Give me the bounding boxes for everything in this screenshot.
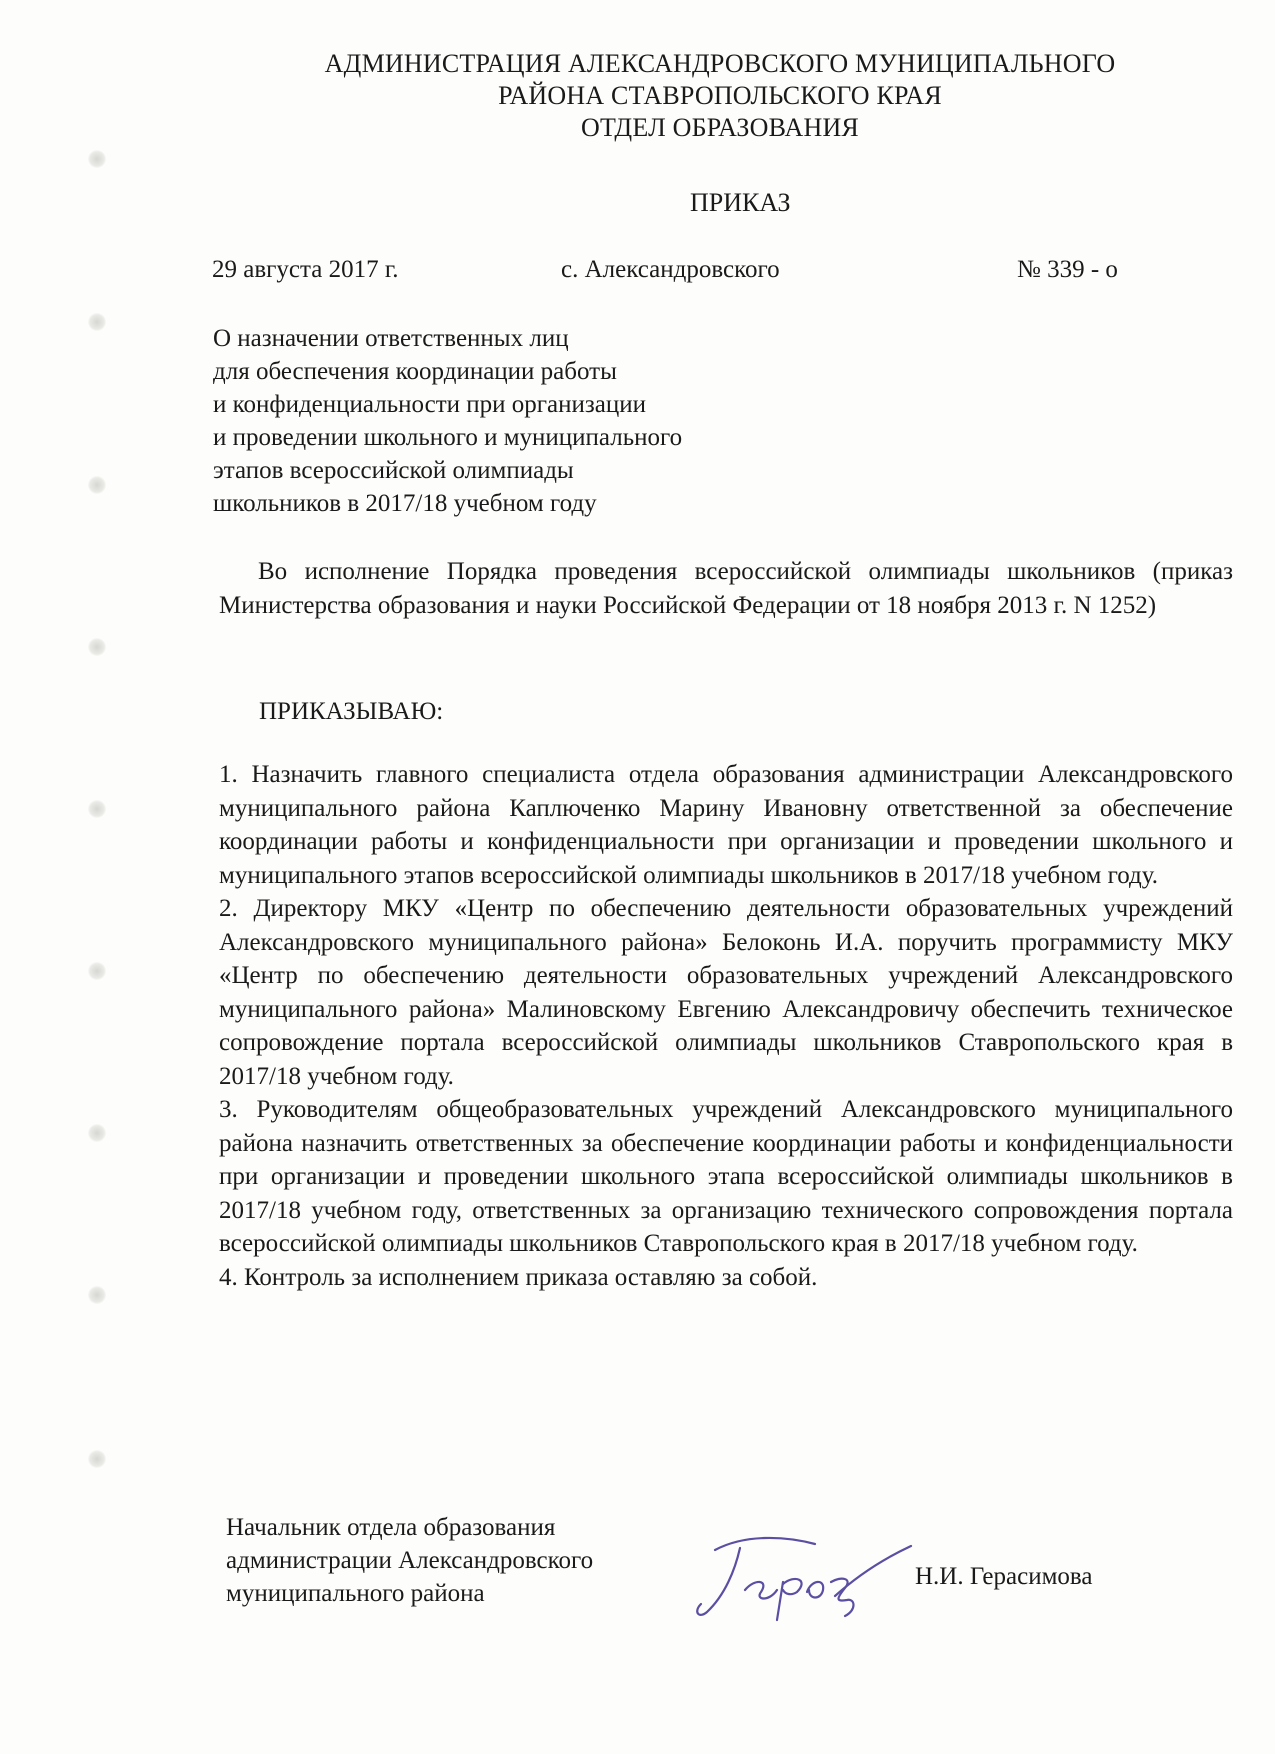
punch-hole-mark	[88, 476, 106, 494]
order-subject	[213, 322, 813, 520]
signer-name: Н.И. Герасимова	[915, 1563, 1093, 1590]
signatory-title-line: Начальник отдела образования	[226, 1514, 556, 1541]
punch-hole-mark	[88, 962, 106, 980]
punch-hole-mark	[88, 313, 106, 331]
decree-heading: ПРИКАЗЫВАЮ:	[259, 698, 444, 725]
order-item: 1. Назначить главного специалиста отдела образования администрации Александровского муниципального района Каплюченко Марину Ивановну ответственной за обеспечение координации работы и конфиденциальности при организации и проведении школьного и муниципального этапов всероссийской олимпиады школьников в 2017/18 учебном году.	[219, 761, 1233, 889]
punch-hole-mark	[88, 638, 106, 656]
header-line-2: РАЙОНА СТАВРОПОЛЬСКОГО КРАЯ	[498, 81, 942, 110]
order-date: 29 августа 2017 г.	[212, 256, 399, 283]
subject-line: и конфиденциальности при организации	[213, 391, 646, 418]
signatory-title-line: администрации Александровского	[226, 1547, 594, 1574]
subject-line: школьников в 2017/18 учебном году	[213, 490, 597, 517]
subject-line: для обеспечения координации работы	[213, 358, 617, 385]
order-place: с. Александровского	[561, 256, 780, 283]
subject-line: этапов всероссийской олимпиады	[213, 457, 574, 484]
punch-hole-mark	[88, 1286, 106, 1304]
order-number: № 339 - о	[1017, 256, 1118, 283]
organization-header	[270, 48, 1170, 144]
subject-line: О назначении ответственных лиц	[213, 325, 569, 352]
order-item: 3. Руководителям общеобразовательных учреждений Александровского муниципального района назначить ответственных за обеспечение координации работы и конфиденциальности при организации и проведении школьного этапа всероссийской олимпиады школьников в 2017/18 учебном году, ответственных за организацию технического сопровождения портала всероссийской олимпиады школьников Ставропольского края в 2017/18 учебном году.	[219, 1096, 1233, 1257]
preamble-paragraph: Во исполнение Порядка проведения всероссийской олимпиады школьников (приказ Министерства образования и науки Российской Федерации от 18 ноября 2013 г. N 1252)	[219, 558, 1233, 619]
punch-hole-mark	[88, 1450, 106, 1468]
order-items	[219, 758, 1233, 1294]
header-line-1: АДМИНИСТРАЦИЯ АЛЕКСАНДРОВСКОГО МУНИЦИПАЛЬНОГО	[324, 49, 1116, 78]
punch-hole-mark	[88, 150, 106, 168]
subject-line: и проведении школьного и муниципального	[213, 424, 683, 451]
header-line-3: ОТДЕЛ ОБРАЗОВАНИЯ	[581, 113, 859, 142]
order-item: 4. Контроль за исполнением приказа оставляю за собой.	[219, 1263, 818, 1291]
punch-hole-mark	[88, 800, 106, 818]
order-title: ПРИКАЗ	[690, 188, 791, 217]
punch-hole-mark	[88, 1124, 106, 1142]
order-item: 2. Директору МКУ «Центр по обеспечению деятельности образовательных учреждений Александровского муниципального района» Белоконь И.А. поручить программисту МКУ «Центр по обеспечению деятельности образовательных учреждений Александровского муниципального района» Малиновскому Евгению Александровичу обеспечить техническое сопровождение портала всероссийской олимпиады школьников Ставропольского края в 2017/18 учебном году.	[219, 895, 1233, 1090]
signatory-title-line: муниципального района	[226, 1580, 485, 1607]
handwritten-signature-icon	[685, 1520, 915, 1630]
signatory-title	[226, 1511, 746, 1610]
